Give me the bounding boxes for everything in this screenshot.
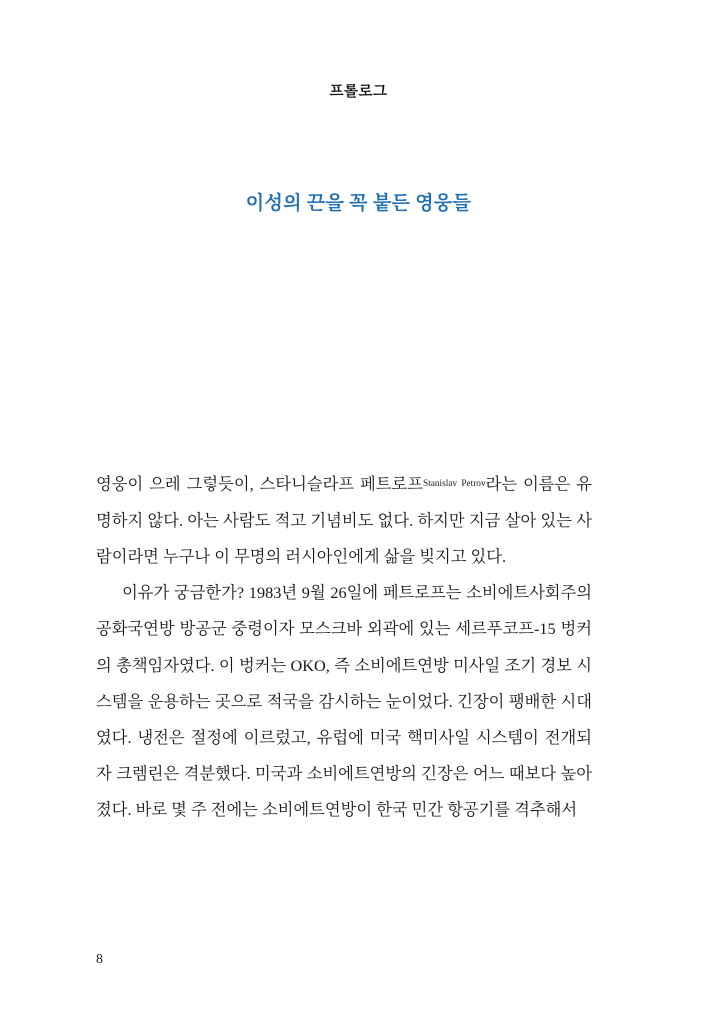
paragraph-1 — [96, 466, 592, 575]
chapter-title: 이성의 끈을 꼭 붙든 영웅들 — [245, 193, 472, 214]
ruby-annotation-petrov: Stanislav Petrov — [422, 479, 486, 489]
page-number: 8 — [96, 952, 103, 967]
running-head: 프롤로그 — [329, 84, 388, 100]
paragraph-2-lead: 이유가 궁금한가? 1983년 9월 26일에 페트로프는 소비에트사회주의공화국연방 방공군 중령이자 모스크바 외곽에 있는 세르푸코프-15 벙커의 총책임자였다. 이 벙커는 OKO, 즉 소비에트연방 미사일 조기 경보 시스템을 운용하는 곳으로 적국을 감시하는 눈이었다. 긴장이 팽배한 시대였다. 냉전은 절정에 이르렀고, 유럽에 미국 핵미사일 시스템이 전개되자 크렘린은 격분했다. 미국과 소비에트연방의 긴장은 어느 때보다 높아졌다. 바로 몇 주 전에는 소비에트연방이 한국 민간 항공기를 격추해서 — [96, 583, 592, 820]
paragraph-1-rest: 라는 이름은 유명하지 않다. 아는 사람도 적고 기념비도 없다. 하지만 지금 살아 있는 사람이라면 누구나 이 무명의 러시아인에게 삶을 빚지고 있다. — [96, 474, 593, 566]
paragraph-1-lead: 영웅이 으레 그렇듯이, 스타니슬라프 페트로프 — [96, 474, 423, 494]
paragraph-2 — [96, 575, 592, 828]
body-text-block — [96, 466, 592, 829]
